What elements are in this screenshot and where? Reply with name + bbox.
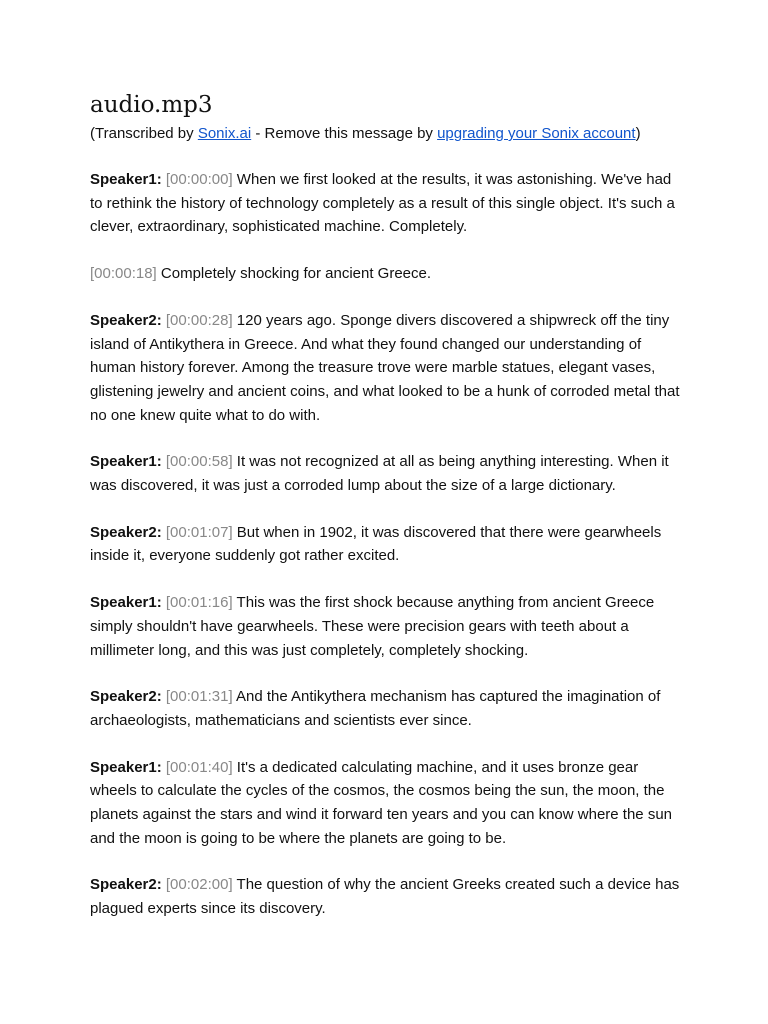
speaker-label: Speaker1: [90,594,162,612]
transcript-paragraph [90,521,682,568]
paragraph-text: And the Antikythera mechanism has captured the imagination of archaeologists, mathematicians and scientists ever since. [90,688,661,729]
notice-prefix: (Transcribed by [90,125,198,142]
timestamp: [00:01:07] [165,523,233,541]
transcript-paragraph [90,591,682,662]
timestamp: [00:01:31] [165,688,233,706]
timestamp: [00:01:40] [165,758,233,776]
paragraph-text: When we first looked at the results, it was astonishing. We've had to rethink the history of technology completely as a result of this single object. It's such a clever, extraordinary, sophisticated machine. Completely. [90,171,675,236]
sonix-link[interactable]: Sonix.ai [197,125,252,142]
speaker-label: Speaker1: [90,453,162,471]
timestamp: [00:02:00] [165,876,233,894]
transcript-paragraph [90,685,682,732]
speaker-label: Speaker2: [90,523,162,541]
paragraph-text: It's a dedicated calculating machine, and it uses bronze gear wheels to calculate the cycles of the cosmos, the cosmos being the sun, the moon, the planets against the stars and wind it forward ten years and you can know where the sun and the moon is going to be where the planets are going to be. [90,758,673,847]
timestamp: [00:01:16] [165,594,233,612]
notice-middle: - Remove this message by [251,125,438,142]
speaker-label: Speaker1: [90,758,162,776]
paragraph-text: The question of why the ancient Greeks created such a device has plagued experts since its discovery. [90,876,680,918]
paragraph-text: 120 years ago. Sponge divers discovered a shipwreck off the tiny island of Antikythera in Greece. And what they found changed our understanding of human history forever. Among the treasure trove were marble statues, elegant vases, glistening jewelry and ancient coins, and what looked to be a hunk of corroded metal that no one knew quite what to do with. [90,311,680,424]
timestamp: [00:00:18] [90,265,157,283]
transcript-paragraph [90,168,682,239]
speaker-label: Speaker2: [90,876,162,894]
speaker-label: Speaker2: [90,688,162,706]
timestamp: [00:00:58] [165,453,233,471]
upgrade-account-link[interactable]: upgrading your Sonix account [437,125,636,142]
transcript-paragraph [90,262,682,286]
transcript-page [90,88,682,944]
paragraph-text: This was the first shock because anything from ancient Greece simply shouldn't have gearwheels. These were precision gears with teeth about a millimeter long, and this was just completely, completely shocking. [90,594,655,659]
transcript-paragraph [90,873,682,920]
paragraph-text: It was not recognized at all as being anything interesting. When it was discovered, it was just a corroded lump about the size of a large dictionary. [90,453,669,495]
transcript-paragraph [90,756,682,851]
notice-suffix: ) [635,125,641,142]
document-title: audio.mp3 [90,92,213,118]
paragraph-text: But when in 1902, it was discovered that there were gearwheels inside it, everyone suddenly got rather excited. [90,523,662,565]
paragraph-text: Completely shocking for ancient Greece. [160,265,432,283]
speaker-label: Speaker1: [90,171,162,188]
transcription-notice [90,122,682,146]
timestamp: [00:00:28] [165,311,233,329]
timestamp: [00:00:00] [165,171,233,188]
speaker-label: Speaker2: [90,311,162,329]
transcript-paragraph [90,309,682,428]
transcript-paragraph [90,450,682,497]
